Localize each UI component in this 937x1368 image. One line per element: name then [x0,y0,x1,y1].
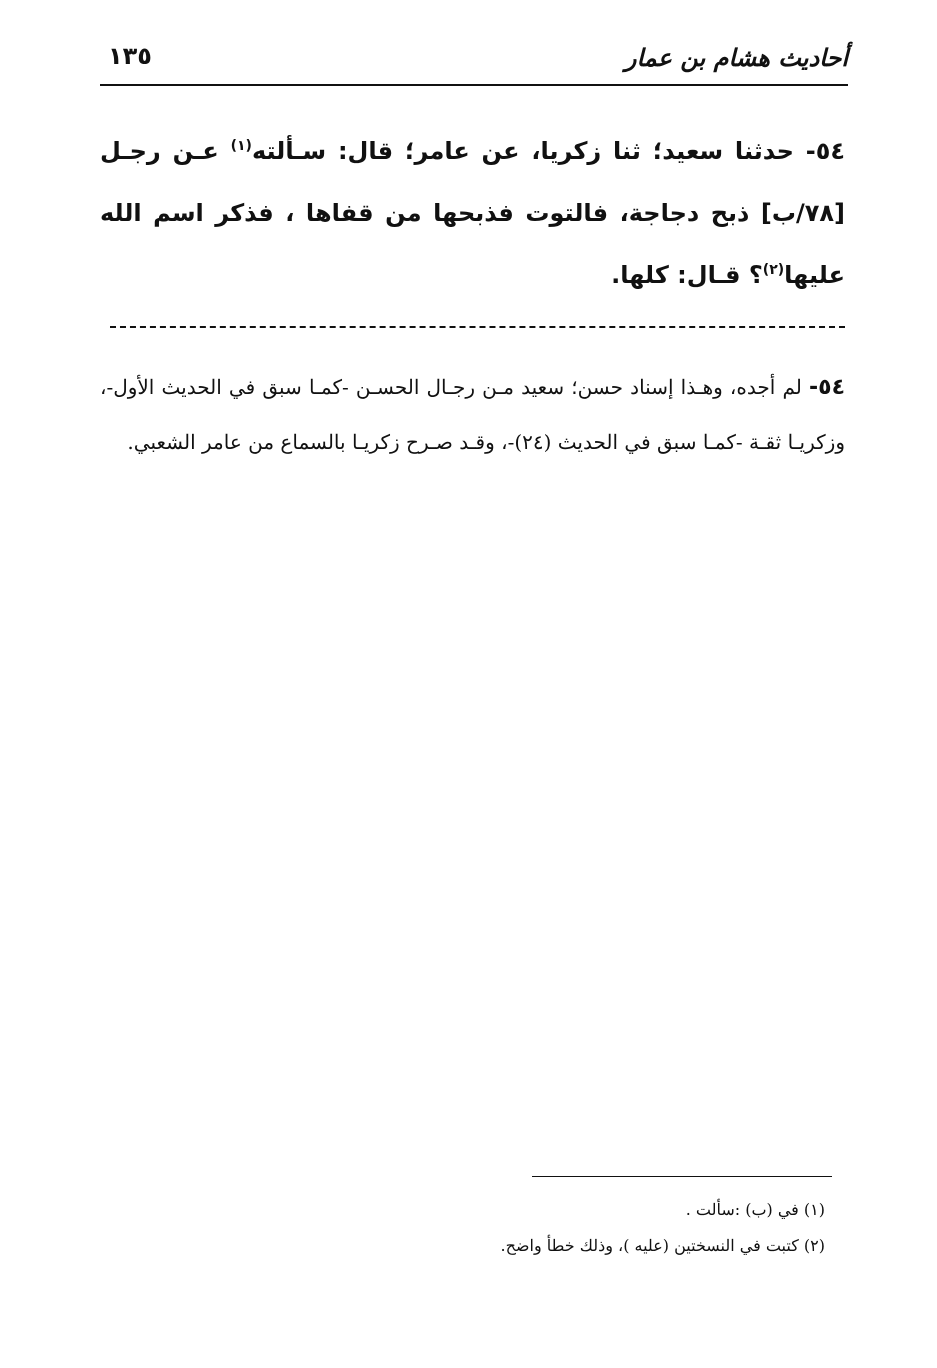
hadith-text-part-3: ؟ قـال: كلها. [611,261,763,289]
running-header [100,38,848,86]
commentary-text [100,360,845,469]
footnote-1: (١) في (ب) :سألت . [685,1200,825,1219]
hadith-text-part-2: عـن رجـل [٧٨/ب] ذبح دجاجة، فالتوت فذبحها من قفاها ، فذكر اسم الله عليها [100,137,845,289]
footnote-rule [532,1176,832,1177]
footnote-2: (٢) كتبت في النسختين (عليه )، وذلك خطأ واضح. [500,1236,825,1255]
footnote-ref-1[interactable]: (١) [230,138,252,154]
commentary-number: ٥٤- [809,375,845,400]
page-number: ١٣٥ [108,42,152,70]
commentary-body: لم أجده، وهـذا إسناد حسن؛ سعيد مـن رجـال الحسـن -كمـا سبق في الحديث الأول-، وزكريـا ثقـة -كمـا سبق في الحديث (٢٤)-، وقـد صـرح زكريـا بالسماع من عامر الشعبي. [100,375,845,454]
footnote-ref-2[interactable]: (٢) [762,262,785,278]
book-title: أحاديث هشام بن عمار [624,44,848,72]
hadith-text [100,120,845,306]
dashed-separator [110,326,845,328]
footnotes-list [300,1192,825,1264]
header-rule [100,84,848,86]
hadith-text-part-1: ٥٤- حدثنا سعيد؛ ثنا زكريا، عن عامر؛ قال: سـألته [251,137,845,165]
